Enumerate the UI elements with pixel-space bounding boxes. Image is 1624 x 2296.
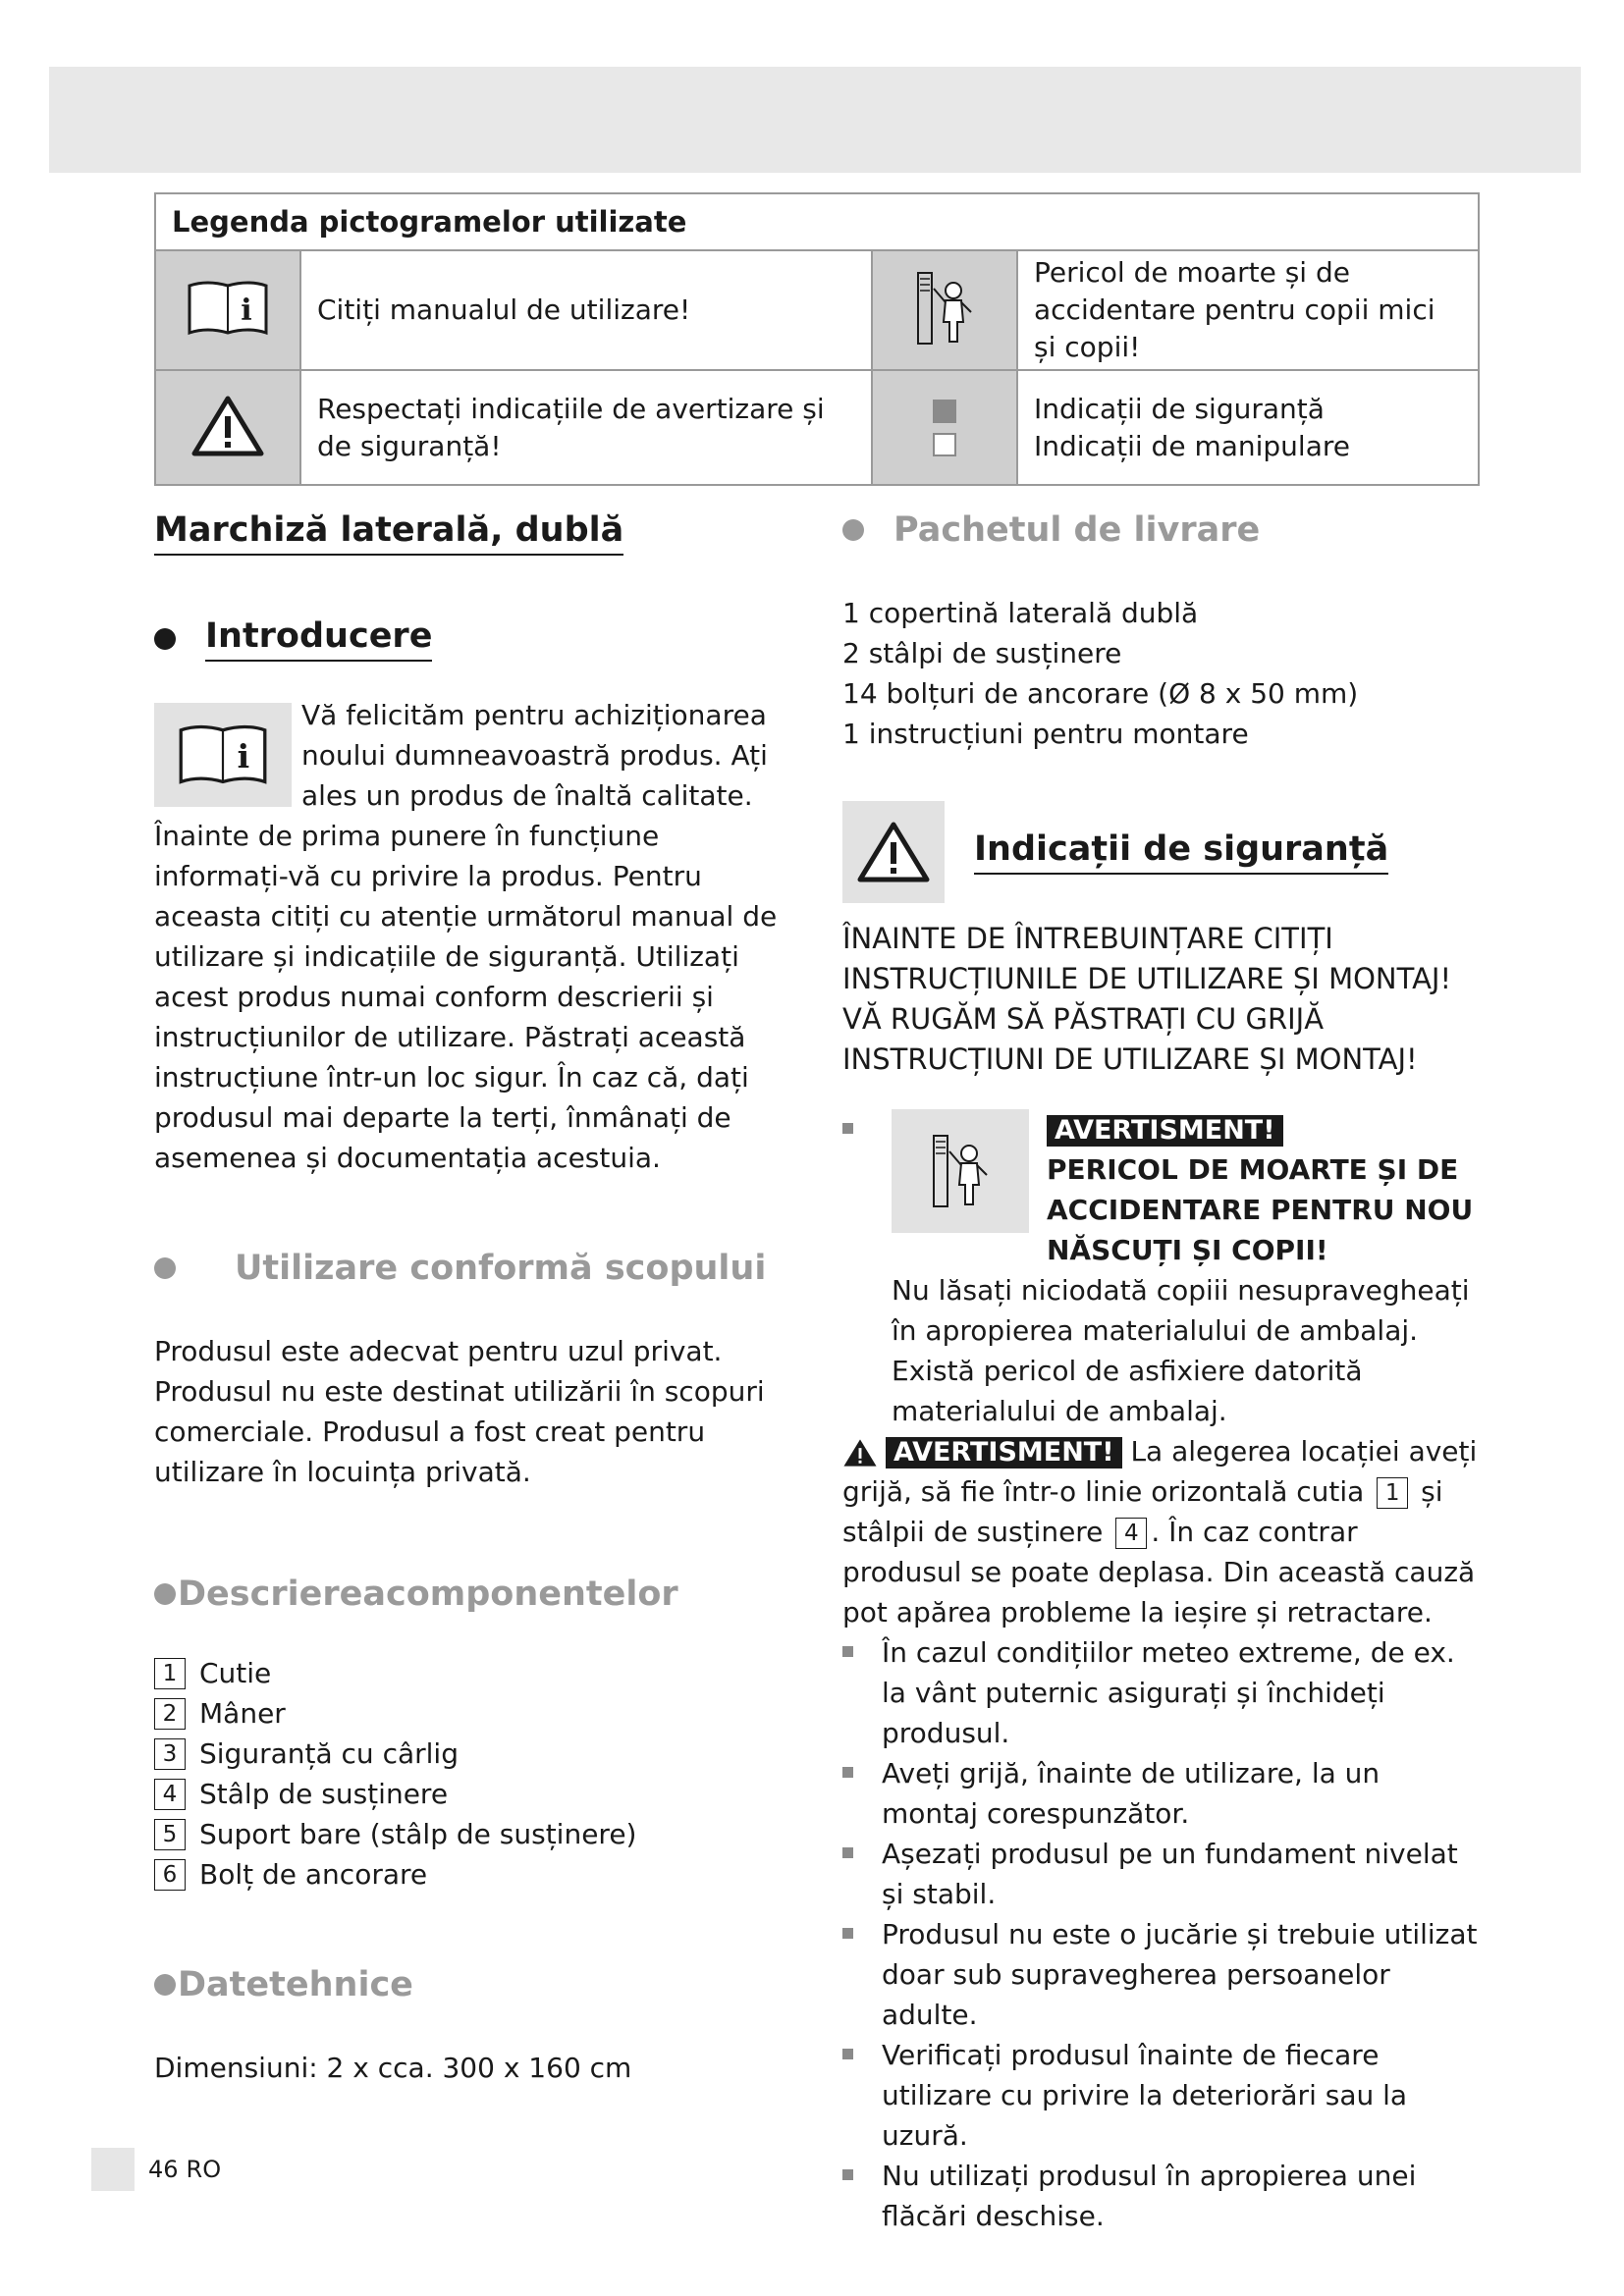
read-manual-icon xyxy=(176,721,270,788)
components-section-heading xyxy=(154,1575,792,1614)
svg-text:i: i xyxy=(241,294,252,328)
child-hazard-text: Nu lăsați niciodată copiii nesupravegheați în apropierea materialului de ambalaj. Există pericol de asfixiere datorită materialului de ambalaj. xyxy=(892,1274,1470,1427)
component-number: 2 xyxy=(154,1698,186,1730)
intro-heading: Introducere xyxy=(205,616,432,662)
bullet-square-icon xyxy=(842,1928,853,1939)
warning-triangle-icon xyxy=(191,395,264,457)
component-number: 3 xyxy=(154,1738,186,1770)
legend-warnings: Respectați indicațiile de avertizare și de siguranță! xyxy=(300,370,872,485)
components-list xyxy=(154,1653,792,1895)
footer-marker xyxy=(91,2148,135,2191)
safety-bullet xyxy=(842,2156,1481,2236)
safety-bullet-text: Nu utilizați produsul în apropierea unei flăcări deschise. xyxy=(882,2160,1417,2232)
right-column xyxy=(842,510,1481,2236)
safety-bullets xyxy=(842,1632,1481,2236)
main-title: Marchiză laterală, dublă xyxy=(154,510,623,556)
bullet-dot-icon xyxy=(842,519,864,541)
bullet-square-icon xyxy=(842,1646,853,1657)
intro-section-heading xyxy=(154,616,792,662)
safety-section-heading xyxy=(842,801,1481,903)
svg-text:i: i xyxy=(237,737,250,776)
safety-bullet xyxy=(842,1914,1481,2035)
warning-badge: AVERTISMENT! xyxy=(886,1437,1122,1468)
bullet-square-icon xyxy=(842,2169,853,2180)
left-column xyxy=(154,510,792,2088)
safety-bullet-text: Verificați produsul înainte de fiecare utilizare cu privire la deteriorări sau la uzură. xyxy=(882,2039,1408,2152)
legend-safety-notes: Indicații de siguranță xyxy=(1034,392,1325,425)
ref-box-4: 4 xyxy=(1115,1518,1147,1549)
location-warning-text: La alegerea locației aveți grijă, să fie într-o linie orizontală cutia xyxy=(842,1435,1478,1508)
child-hazard-item xyxy=(842,1109,1481,1431)
component-number: 5 xyxy=(154,1819,186,1850)
component-label: Mâner xyxy=(199,1697,286,1730)
component-label: Suport bare (stâlp de susținere) xyxy=(199,1818,637,1850)
safety-intro-caps: ÎNAINTE DE ÎNTREBUINȚARE CITIȚI INSTRUCȚIUNILE DE UTILIZARE ȘI MONTAJ! VĂ RUGĂM SĂ PĂSTRAȚI CU GRIJĂ INSTRUCȚIUNI DE UTILIZARE ȘI MONTAJ! xyxy=(842,922,1452,1076)
use-heading: Utilizare conformă scopului xyxy=(235,1249,767,1288)
component-item xyxy=(154,1854,792,1895)
bullet-dot-icon xyxy=(154,628,176,650)
tech-section-heading xyxy=(154,1965,792,2004)
delivery-item: 2 stâlpi de susținere xyxy=(842,637,1122,669)
legend-title: Legenda pictogramelor utilizate xyxy=(155,193,1479,250)
safety-bullet-text: Produsul nu este o jucărie și trebuie utilizat doar sub supravegherea persoanelor adulte. xyxy=(882,1918,1478,2031)
safety-bullet xyxy=(842,1834,1481,1914)
legend-read-manual: Citiți manualul de utilizare! xyxy=(300,250,872,370)
bullet-square-icon xyxy=(842,2049,853,2059)
component-label: Cutie xyxy=(199,1657,272,1689)
bullet-square-icon xyxy=(842,1767,853,1778)
child-hazard-title: PERICOL DE MOARTE ȘI DE ACCIDENTARE PENTRU NOU NĂSCUȚI ȘI COPII! xyxy=(1047,1153,1474,1266)
safety-square-icon xyxy=(933,400,956,423)
bullet-square-icon xyxy=(842,1847,853,1858)
bullet-dot-icon xyxy=(154,1583,176,1605)
child-danger-icon xyxy=(910,267,979,349)
delivery-section-heading xyxy=(842,510,1481,550)
component-label: Stâlp de susținere xyxy=(199,1778,449,1810)
delivery-item: 1 instrucțiuni pentru montare xyxy=(842,718,1249,750)
legend-handling-notes: Indicații de manipulare xyxy=(1034,429,1350,462)
read-manual-icon xyxy=(186,278,270,339)
component-item xyxy=(154,1693,792,1734)
component-label: Bolț de ancorare xyxy=(199,1858,428,1891)
warning-triangle-icon xyxy=(842,1437,878,1468)
component-item xyxy=(154,1774,792,1814)
language-code: RO xyxy=(186,2156,222,2183)
safety-bullet xyxy=(842,2035,1481,2156)
safety-bullet-text: În cazul condițiilor meteo extreme, de ex. la vânt puternic asigurați și închideți produsul. xyxy=(882,1636,1455,1749)
safety-bullet-text: Așezați produsul pe un fundament nivelat și stabil. xyxy=(882,1838,1458,1910)
intro-text: Vă felicităm pentru achiziționarea noului dumneavoastră produs. Ați ales un produs de înaltă calitate. Înainte de prima punere în funcțiune informați-vă cu privire la produs. Pentru aceasta citiți cu atenție următorul manual de utilizare și indicațiile de siguranță. Utilizați acest produs numai conform descrierii și instrucțiunilor de utilizare. Păstrați această instrucțiune într-un loc sigur. În caz că, dați produsul mai departe la terți, înmânați de asemenea și documentația acestuia. xyxy=(154,699,778,1174)
component-item xyxy=(154,1734,792,1774)
use-text: Produsul este adecvat pentru uzul privat. Produsul nu este destinat utilizării în scopuri comerciale. Produsul a fost creat pentru utilizare în locuința privată. xyxy=(154,1335,765,1488)
component-number: 6 xyxy=(154,1859,186,1891)
tech-heading: Datetehnice xyxy=(178,1965,413,2004)
tech-text: Dimensiuni: 2 x cca. 300 x 160 cm xyxy=(154,2052,632,2084)
safety-bullet-text: Aveți grijă, înainte de utilizare, la un montaj corespunzător. xyxy=(882,1757,1380,1830)
delivery-list xyxy=(842,593,1481,754)
child-danger-icon xyxy=(926,1130,995,1212)
page-number: 46 xyxy=(148,2156,179,2183)
safety-bullet xyxy=(842,1753,1481,1834)
location-warning-text-c: . În caz contrar produsul se poate deplasa. Din această cauză pot apărea probleme la ieșire și retractare. xyxy=(842,1516,1476,1629)
header-bar xyxy=(49,67,1581,173)
footer xyxy=(91,2148,221,2191)
legend-child-danger: Pericol de moarte și de accidentare pentru copii mici și copii! xyxy=(1017,250,1479,370)
use-section-heading xyxy=(154,1249,792,1288)
bullet-square-icon xyxy=(842,1123,853,1134)
delivery-item: 14 bolțuri de ancorare (Ø 8 x 50 mm) xyxy=(842,677,1359,710)
intro-block xyxy=(154,695,792,1178)
component-label: Siguranță cu cârlig xyxy=(199,1737,459,1770)
warning-triangle-icon xyxy=(857,821,930,883)
delivery-heading: Pachetul de livrare xyxy=(893,510,1261,550)
component-number: 1 xyxy=(154,1658,186,1689)
safety-heading: Indicații de siguranță xyxy=(974,829,1388,875)
component-item xyxy=(154,1814,792,1854)
location-warning-item xyxy=(842,1431,1481,1632)
component-number: 4 xyxy=(154,1779,186,1810)
bullet-dot-icon xyxy=(154,1257,176,1279)
delivery-item: 1 copertină laterală dublă xyxy=(842,597,1199,629)
component-item xyxy=(154,1653,792,1693)
ref-box-1: 1 xyxy=(1377,1477,1408,1509)
location-warning-text-b: și stâlpii de susținere xyxy=(842,1475,1443,1548)
warning-badge: AVERTISMENT! xyxy=(1047,1115,1283,1147)
safety-bullet xyxy=(842,1632,1481,1753)
pictogram-legend-table xyxy=(154,192,1480,486)
bullet-dot-icon xyxy=(154,1974,176,1996)
handling-square-icon xyxy=(933,433,956,456)
components-heading: Descriereacomponentelor xyxy=(178,1575,678,1614)
